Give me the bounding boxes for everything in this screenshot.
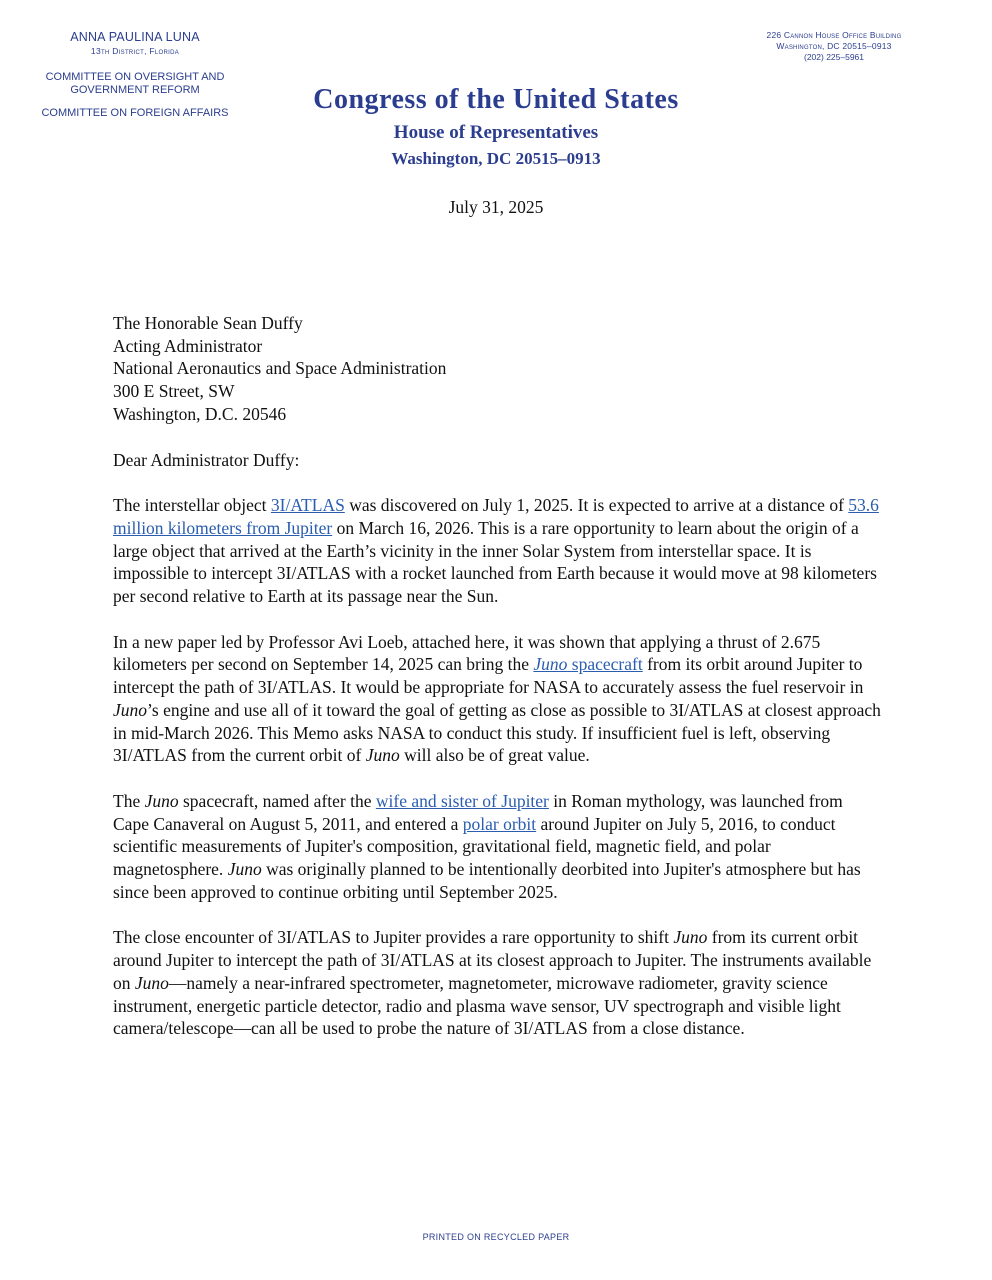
paragraph-2 (113, 631, 883, 767)
paragraph-1 (113, 494, 883, 608)
paragraph-4 (113, 926, 883, 1040)
juno-italic: Juno (113, 699, 148, 720)
text-run: was originally planned to be intentionally deorbited into Jupiter's atmosphere but has since been approved to continue orbiting until September 2025. (113, 859, 861, 902)
masthead (0, 84, 992, 169)
juno-italic: Juno (134, 972, 169, 993)
address-line: 300 E Street, SW (113, 381, 235, 402)
letter-body (113, 312, 883, 1040)
text-run: In a new paper led by Professor Avi Loeb, attached here, it was shown that applying a thrust of 2.675 kilometers per second on September 14, 2025 can bring the (113, 631, 821, 675)
text-run: The (113, 790, 145, 811)
member-district: 13th District, Florida (90, 46, 180, 56)
office-city: Washington, DC 20515–0913 (776, 41, 892, 51)
office-building: 226 Cannon House Office Building (766, 30, 902, 40)
text-run: —namely a near-infrared spectrometer, magnetometer, microwave radiometer, gravity science instrument, energetic particle detector, radio and plasma wave sensor, UV spectrograph and visible light camera/telescope—can all be used to probe the nature of 3I/ATLAS from a close distance. (113, 972, 841, 1039)
office-address-block (734, 30, 934, 63)
committee-foreign-affairs: COMMITTEE ON FOREIGN AFFAIRS (41, 107, 229, 119)
committee-oversight-line2: GOVERNMENT REFORM (70, 84, 200, 96)
juno-italic: Juno (673, 927, 708, 948)
congress-title: Congress of the United States (313, 84, 679, 115)
text-run: spacecraft, named after the (178, 790, 376, 811)
link-distance-from-jupiter[interactable]: 53.6 million kilometers from Jupiter (113, 495, 879, 538)
juno-italic: Juno (365, 745, 400, 766)
address-line: Acting Administrator (113, 335, 263, 356)
text-run: The interstellar object (113, 495, 271, 516)
juno-italic: Juno (144, 790, 179, 811)
house-title: House of Representatives (393, 122, 599, 143)
address-line: The Honorable Sean Duffy (113, 313, 303, 333)
link-juno-spacecraft[interactable] (533, 654, 642, 674)
letter-date: July 31, 2025 (448, 197, 544, 217)
text-run: will also be of great value. (399, 745, 590, 766)
link-spacecraft-text: spacecraft (567, 654, 643, 675)
address-line: National Aeronautics and Space Administration (113, 358, 447, 379)
masthead-city: Washington, DC 20515–0913 (391, 149, 601, 168)
link-3i-atlas[interactable]: 3I/ATLAS (270, 495, 345, 516)
text-run: from its current orbit around Jupiter to intercept the path of 3I/ATLAS at its closest approach to Jupiter. The instruments available on (113, 927, 872, 993)
text-run: from its orbit around Jupiter to intercept the path of 3I/ATLAS. It would be appropriate for NASA to accurately assess the fuel reservoir in (113, 654, 864, 698)
salutation: Dear Administrator Duffy: (113, 449, 300, 470)
paragraph-3 (113, 790, 883, 904)
address-line: Washington, D.C. 20546 (113, 403, 287, 424)
text-run: on March 16, 2026. This is a rare opportunity to learn about the origin of a large object that arrived at the Earth’s vicinity in the inner Solar System from interstellar space. It is impossible to intercept 3I/ATLAS with a rocket launched from Earth because it would move at 98 kilometers per second relative to Earth at its passage near the Sun. (113, 517, 877, 607)
link-wife-and-sister[interactable]: wife and sister of Jupiter (375, 790, 549, 811)
text-run: in Roman mythology, was launched from Cape Canaveral on August 5, 2011, and entered a (113, 790, 843, 834)
text-run: was discovered on July 1, 2025. It is expected to arrive at a distance of (344, 495, 849, 516)
link-polar-orbit[interactable]: polar orbit (462, 813, 537, 834)
office-phone: (202) 225–5961 (803, 52, 865, 62)
juno-italic: Juno (227, 859, 262, 880)
link-juno-italic: Juno (533, 654, 568, 675)
recycled-paper-footer: PRINTED ON RECYCLED PAPER (422, 1232, 570, 1242)
text-run: around Jupiter on July 5, 2016, to conduct scientific measurements of Jupiter's composition, gravitational field, magnetic field, and polar magnetosphere. (113, 813, 836, 880)
text-run: The close encounter of 3I/ATLAS to Jupiter provides a rare opportunity to shift (113, 927, 674, 948)
recipient-address (113, 312, 883, 426)
text-run: ’s engine and use all of it toward the goal of getting as close as possible to 3I/ATLAS at closest approach in mid-March 2026. This Memo asks NASA to conduct this study. If insufficient fuel is left, observing 3I/ATLAS from the current orbit of (113, 699, 881, 766)
committee-oversight-line1: COMMITTEE ON OVERSIGHT AND (45, 71, 225, 83)
member-name: ANNA PAULINA LUNA (70, 30, 200, 44)
